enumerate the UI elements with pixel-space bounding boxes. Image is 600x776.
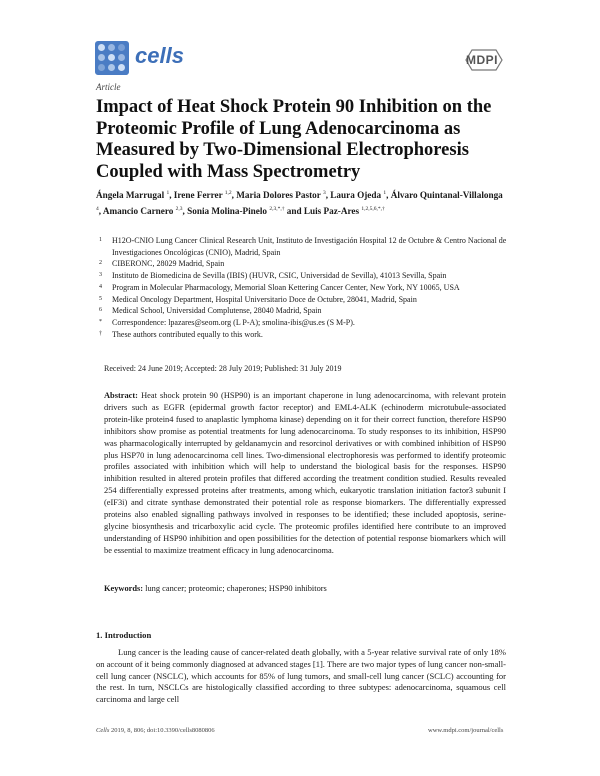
author-affiliation-marks: 2,3,*,† — [269, 205, 285, 212]
affiliation-mark: 1 — [99, 237, 102, 243]
publisher-logo — [464, 48, 504, 72]
affiliation-mark: 6 — [99, 307, 102, 314]
affiliation-item — [96, 329, 511, 341]
affiliation-list — [96, 235, 511, 340]
author-affiliation-marks: 1 — [166, 190, 170, 196]
author-affiliation-marks: 3 — [322, 190, 326, 196]
paper-title: Impact of Heat Shock Protein 90 Inhibition on the Proteomic Profile of Lung Adenocarcinoma as Measured by Two-Dimensional Electrophoresis Coupled with Mass Spectrometry — [96, 97, 492, 182]
affiliation-item — [96, 305, 511, 317]
author-name: Álvaro Quintanal-Villalonga — [390, 190, 503, 201]
affiliation-item — [96, 317, 511, 329]
author-affiliation-marks: 1,2 — [224, 190, 232, 196]
affiliation-text: CIBERONC, 28029 Madrid, Spain — [112, 259, 225, 269]
abstract-text: Heat shock protein 90 (HSP90) is an important chaperone in lung adenocarcinoma, with relevant protein drivers such as EGFR (epidermal growth factor receptor) and EML4-ALK (echinoderm microtubule-associated protein-like protein4 fused to anaplastic lymphoma kinase) depending on it for their correct function, therefore HSP90 inhibitors show promise as potential treatments for lung adenocarcinoma. To study responses to its inhibition, HSP90 was pharmacologically interrupted by geldanamycin and resorcinol derivatives or with combined inhibition of HSP90 plus HSP70 in lung adenocarcinoma cell lines. Two-dimensional electrophoresis was performed to identify proteomic profiles associated with inhibition which will help to understand the biological basis for the responses. HSP90 inhibition resulted in altered protein profiles that differed according the treatment condition studied. Results revealed 254 differentially expressed proteins after treatments, among which, eukaryotic translation initiation factor3 subunit I (eIF3i) and citrate synthase demonstrated their potential role as response biomarkers. The differentially expressed proteins also enabled signalling pathways involved in responses to be identified; these included apoptosis, serine-glycine biosynthesis and tricarboxylic acid cycle. The proteomic profiles identified here contribute to an improved understanding of HSP90 inhibition and open possibilities for the detection of potential response biomarkers which will be essential to maximize treatment efficacy in lung adenocarcinoma. — [104, 391, 506, 555]
author-list: Ángela Marrugal $^1$, Irene Ferrer $^{1,2}$, Maria Dolores Pastor $^3$, Laura Ojeda $^1$, Álvaro Quintanal-Villalonga $^4$, Amancio Carnero $^{2,3}$, Sonia Molina-Pinelo $^{2,3,*,\dagger}$ and Luis Paz-Ares $^{1,2,5,6,*,\dagger}$ — [96, 190, 503, 216]
author-name: Irene Ferrer — [173, 190, 225, 201]
affiliation-mark: 5 — [99, 295, 102, 302]
author-name: Sonia Molina-Pinelo — [187, 205, 270, 216]
affiliation-text: Medical School, Universidad Complutense, 28040 Madrid, Spain — [112, 306, 322, 316]
affiliation-item — [96, 235, 511, 258]
affiliation-text: Medical Oncology Department, Hospital Universitario Doce de Octubre, 28041, Madrid, Spain — [112, 294, 417, 304]
footer-website: www.mdpi.com/journal/cells — [428, 727, 504, 734]
author-affiliation-marks: 2,3 — [175, 205, 183, 212]
abstract — [104, 390, 506, 557]
section-body: Lung cancer is the leading cause of cancer-related death globally, with a 5-year relative survival rate of only 18% on account of it being commonly diagnosed at advanced stages [1]. There are two major types of lung cancer non-small-cell lung cancer (NSCLC), which accounts for 85% of lung tumors, and small-cell lung cancer (SCLC) accounting for the rest. In turn, NSCLCs are histologically classified according to three subtypes: adenocarcinoma, squamous cell carcinoma and large cell — [96, 647, 506, 705]
affiliation-mark: † — [99, 330, 102, 337]
affiliation-text: Instituto de Biomedicina de Sevilla (IBIS) (HUVR, CSIC, Universidad de Sevilla), 41013 Sevilla, Spain — [112, 271, 447, 281]
author-affiliation-marks: 1 — [383, 190, 387, 196]
author-affiliation-marks: 1,2,5,6,*,† — [361, 205, 385, 212]
author-name: Ángela Marrugal — [96, 190, 167, 201]
affiliation-text: H12O-CNIO Lung Cancer Clinical Research Unit, Instituto de Investigación Hospital 12 de Octubre & Centro Nacional de Investigaciones Oncológicas (CNIO), Madrid, Spain — [112, 236, 507, 257]
keywords-label: Keywords: — [104, 584, 144, 593]
affiliation-item — [96, 294, 511, 306]
keywords-text: lung cancer; proteomic; chaperones; HSP90 inhibitors — [145, 584, 327, 593]
section-heading: 1. Introduction — [96, 630, 152, 640]
affiliation-mark: 3 — [99, 272, 102, 279]
footer-citation — [96, 727, 215, 734]
affiliation-item — [96, 258, 511, 270]
footer-doi: 2019, 8, 806; doi:10.3390/cells8080806 — [109, 727, 215, 734]
journal-logo-icon — [95, 41, 129, 75]
author-affiliation-marks: 4 — [96, 205, 99, 212]
author-name: Laura Ojeda — [330, 190, 384, 201]
journal-logo — [95, 41, 235, 77]
publication-dates: Received: 24 June 2019; Accepted: 28 July 2019; Published: 31 July 2019 — [104, 364, 342, 373]
article-type: Article — [96, 82, 121, 92]
affiliation-item — [96, 270, 511, 282]
keywords — [104, 584, 506, 593]
affiliation-mark: * — [99, 318, 102, 325]
author-name: Amancio Carnero — [102, 205, 176, 216]
affiliation-mark: 2 — [99, 260, 102, 267]
author-name: Luis Paz-Ares — [303, 205, 362, 216]
footer-journal: Cells — [96, 727, 110, 734]
affiliation-mark: 4 — [99, 283, 102, 290]
affiliation-text: Correspondence: lpazares@seom.org (L P-A); smolina-ibis@us.es (S M-P). — [112, 317, 355, 327]
journal-name: cells — [135, 43, 184, 68]
affiliation-item — [96, 282, 511, 294]
abstract-label: Abstract: — [104, 391, 138, 400]
publisher-name: MDPI — [466, 53, 498, 67]
affiliation-text: Program in Molecular Pharmacology, Memorial Sloan Kettering Cancer Center, New York, NY 10065, USA — [112, 282, 460, 292]
affiliation-text: These authors contributed equally to this work. — [112, 329, 263, 339]
author-name: Maria Dolores Pastor — [236, 190, 323, 201]
